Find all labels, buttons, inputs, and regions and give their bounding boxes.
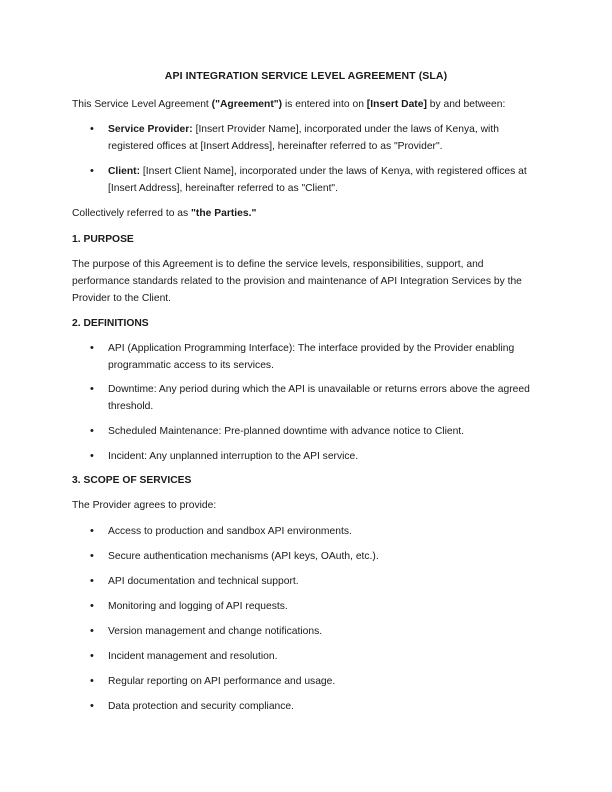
- party-provider: [108, 121, 538, 155]
- scope-item: API documentation and technical support.: [108, 576, 299, 587]
- collectively-paragraph: [72, 205, 542, 222]
- bullet-icon: •: [90, 550, 94, 562]
- scope-item: Regular reporting on API performance and usage.: [108, 676, 336, 687]
- scope-item: Data protection and security compliance.: [108, 701, 295, 712]
- scope-intro: The Provider agrees to provide:: [72, 500, 217, 511]
- scope-item: Monitoring and logging of API requests.: [108, 601, 288, 612]
- section-heading-scope: 3. SCOPE OF SERVICES: [72, 475, 192, 486]
- party-text: [Insert Client Name], incorporated under the laws of Kenya, with registered offices at [Insert Address], hereinafter referred to as "Client".: [108, 166, 527, 194]
- scope-item: Version management and change notifications.: [108, 626, 323, 637]
- party-client: [108, 163, 538, 197]
- parties-term: "the Parties.": [191, 208, 257, 219]
- intro-text-start: This Service Level Agreement: [72, 99, 212, 110]
- bullet-icon: •: [90, 575, 94, 587]
- bullet-icon: •: [90, 675, 94, 687]
- scope-item: Incident management and resolution.: [108, 651, 278, 662]
- section-heading-definitions: 2. DEFINITIONS: [72, 318, 149, 329]
- bullet-icon: •: [90, 625, 94, 637]
- bullet-icon: •: [90, 342, 94, 354]
- bullet-icon: •: [90, 650, 94, 662]
- party-label: Client:: [108, 166, 141, 177]
- purpose-paragraph: The purpose of this Agreement is to define the service levels, responsibilities, support, and performance standards related to the provision and maintenance of API Integration Services by the Provider to the Client.: [72, 259, 522, 304]
- definition-item: Scheduled Maintenance: Pre-planned downtime with advance notice to Client.: [108, 426, 465, 437]
- bullet-icon: •: [90, 425, 94, 437]
- bullet-icon: •: [90, 450, 94, 462]
- agreement-term: ("Agreement"): [211, 99, 283, 110]
- scope-item: Secure authentication mechanisms (API keys, OAuth, etc.).: [108, 551, 379, 562]
- bullet-icon: •: [90, 525, 94, 537]
- definition-item: Downtime: Any period during which the API is unavailable or returns errors above the agreed threshold.: [108, 384, 530, 412]
- definition-item: Incident: Any unplanned interruption to the API service.: [108, 451, 359, 462]
- intro-paragraph: [72, 96, 542, 113]
- bullet-icon: •: [90, 123, 94, 135]
- intro-text-end: by and between:: [426, 99, 506, 110]
- insert-date-placeholder: [Insert Date]: [366, 99, 427, 110]
- bullet-icon: •: [90, 700, 94, 712]
- party-text: [Insert Provider Name], incorporated under the laws of Kenya, with registered offices at [Insert Address], hereinafter referred to as "Provider".: [108, 124, 499, 152]
- party-label: Service Provider:: [108, 124, 193, 135]
- bullet-icon: •: [90, 165, 94, 177]
- section-heading-purpose: 1. PURPOSE: [72, 234, 134, 245]
- bullet-icon: •: [90, 383, 94, 395]
- intro-text-mid: is entered into on: [282, 99, 367, 110]
- document-title: API INTEGRATION SERVICE LEVEL AGREEMENT (SLA): [164, 70, 448, 82]
- scope-item: Access to production and sandbox API environments.: [108, 526, 352, 537]
- bullet-icon: •: [90, 600, 94, 612]
- definition-item: API (Application Programming Interface): The interface provided by the Provider enabling programmatic access to its services.: [108, 343, 515, 371]
- collectively-text: Collectively referred to as: [72, 208, 192, 219]
